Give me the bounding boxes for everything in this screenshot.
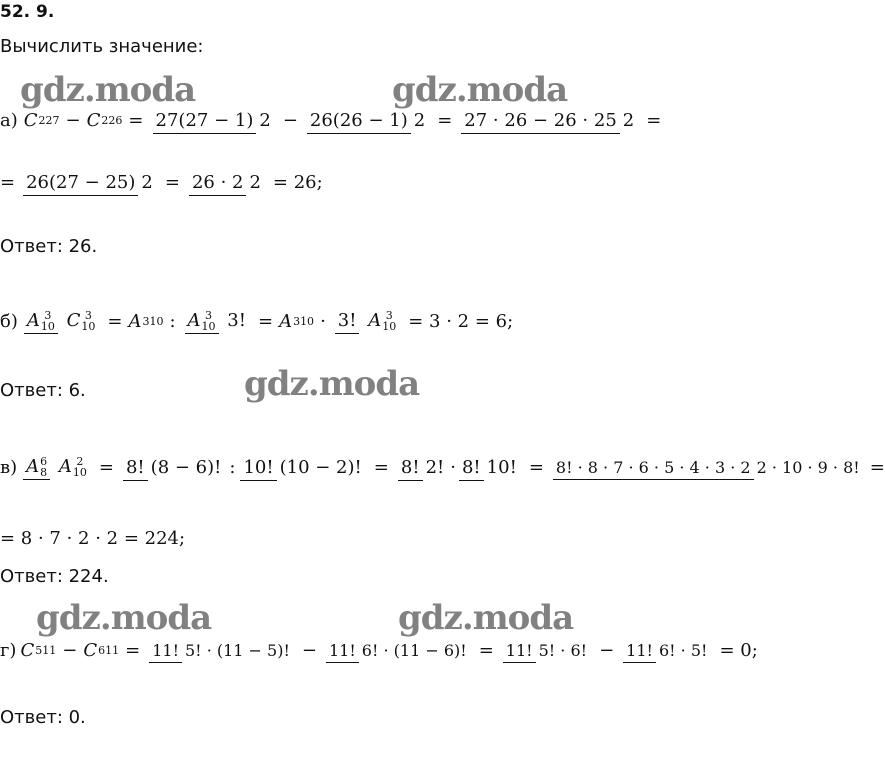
fraction: 11! 6! · (11 − 6)! (326, 641, 470, 660)
arrangement-symbol: A (279, 310, 293, 332)
operator: : (169, 310, 176, 332)
part-label: б) (0, 310, 18, 332)
fraction: 3! A 3 10 (335, 310, 399, 332)
fraction: 11! 5! · 6! (503, 641, 590, 660)
part-label: г) (0, 640, 17, 661)
fraction: A 6 8 A 2 10 (23, 456, 90, 478)
fraction: 8! (8 − 6)! (123, 457, 224, 478)
fraction: 8! 2! (398, 457, 447, 478)
fraction: 11! 5! · (11 − 5)! (149, 641, 293, 660)
result: = 0; (719, 640, 758, 661)
watermark: gdz.moda (244, 364, 420, 404)
fraction: 26 · 2 2 (189, 172, 264, 193)
operator: = (164, 172, 180, 193)
combination-symbol: C (83, 640, 98, 661)
task-statement: Вычислить значение: (0, 36, 204, 57)
answer-a: Ответ: 26. (0, 236, 98, 257)
part-v-line-1: в) A 6 8 A 2 10 = 8! (8 − 6)! : 10! (10 − 2)! = 8! 2! · 8! 10! = 8! · 8 · 7 · 6 · 5 · 4 · 3 · 2 2 · 10 · 9 · 8! = (0, 455, 885, 479)
operator: = (0, 172, 16, 193)
fraction: 11! 6! · 5! (623, 641, 710, 660)
fraction: 27 · 26 − 26 · 25 2 (461, 110, 637, 131)
part-a-line-1 (0, 110, 667, 131)
arrangement-symbol: A (128, 310, 142, 332)
part-g-line: г) C 511 − C 611 = 11! 5! · (11 − 5)! − 11! 6! · (11 − 6)! = 11! 5! · 6! − 11! 6! · 5! = 0; (0, 640, 758, 661)
answer-g: Ответ: 0. (0, 707, 86, 728)
fraction: A 3 10 3! (185, 310, 249, 332)
result: = 26; (272, 172, 323, 193)
result: = 3 · 2 = 6; (408, 310, 514, 332)
operator: − (65, 110, 81, 131)
fraction: 27(27 − 1) 2 (153, 110, 274, 131)
part-label: а) (0, 110, 18, 131)
index-pair: 511 (35, 644, 57, 657)
part-b-line: б) A 3 10 C 3 10 = A 310 : A 3 10 3! = A 310 · 3! A 3 10 = 3 · 2 = 6; (0, 309, 514, 333)
index-pair: 226 (101, 114, 123, 127)
operator: = (646, 110, 662, 131)
task-number: 52. 9. (0, 2, 55, 22)
operator: − (282, 110, 298, 131)
combination-symbol: C (86, 110, 101, 131)
combination-symbol: C (23, 110, 38, 131)
fraction: 8! · 8 · 7 · 6 · 5 · 4 · 3 · 2 2 · 10 · 9 · 8! (553, 458, 863, 477)
part-v-line-2 (0, 528, 185, 549)
index-pair: 310 (293, 314, 315, 328)
index-pair: 611 (98, 644, 120, 657)
fraction: 26(27 − 25) 2 (23, 172, 156, 193)
operator: = (128, 110, 144, 131)
watermark: gdz.moda (20, 70, 196, 110)
watermark: gdz.moda (392, 70, 568, 110)
index-pair: 227 (38, 114, 60, 127)
fraction: A 3 10 C 3 10 (24, 310, 99, 332)
fraction: 26(26 − 1) 2 (307, 110, 428, 131)
result: = 8 · 7 · 2 · 2 = 224; (0, 528, 186, 549)
answer-v: Ответ: 224. (0, 566, 109, 587)
index-pair: 310 (142, 314, 164, 328)
operator: = (437, 110, 453, 131)
fraction: 8! 10! (459, 457, 520, 478)
combination-symbol: C (20, 640, 35, 661)
watermark: gdz.moda (398, 598, 574, 638)
fraction: 10! (10 − 2)! (240, 457, 364, 478)
watermark: gdz.moda (36, 598, 212, 638)
part-label: в) (0, 456, 18, 478)
operator: · (320, 310, 326, 332)
answer-b: Ответ: 6. (0, 380, 86, 401)
part-a-line-2 (0, 172, 323, 193)
